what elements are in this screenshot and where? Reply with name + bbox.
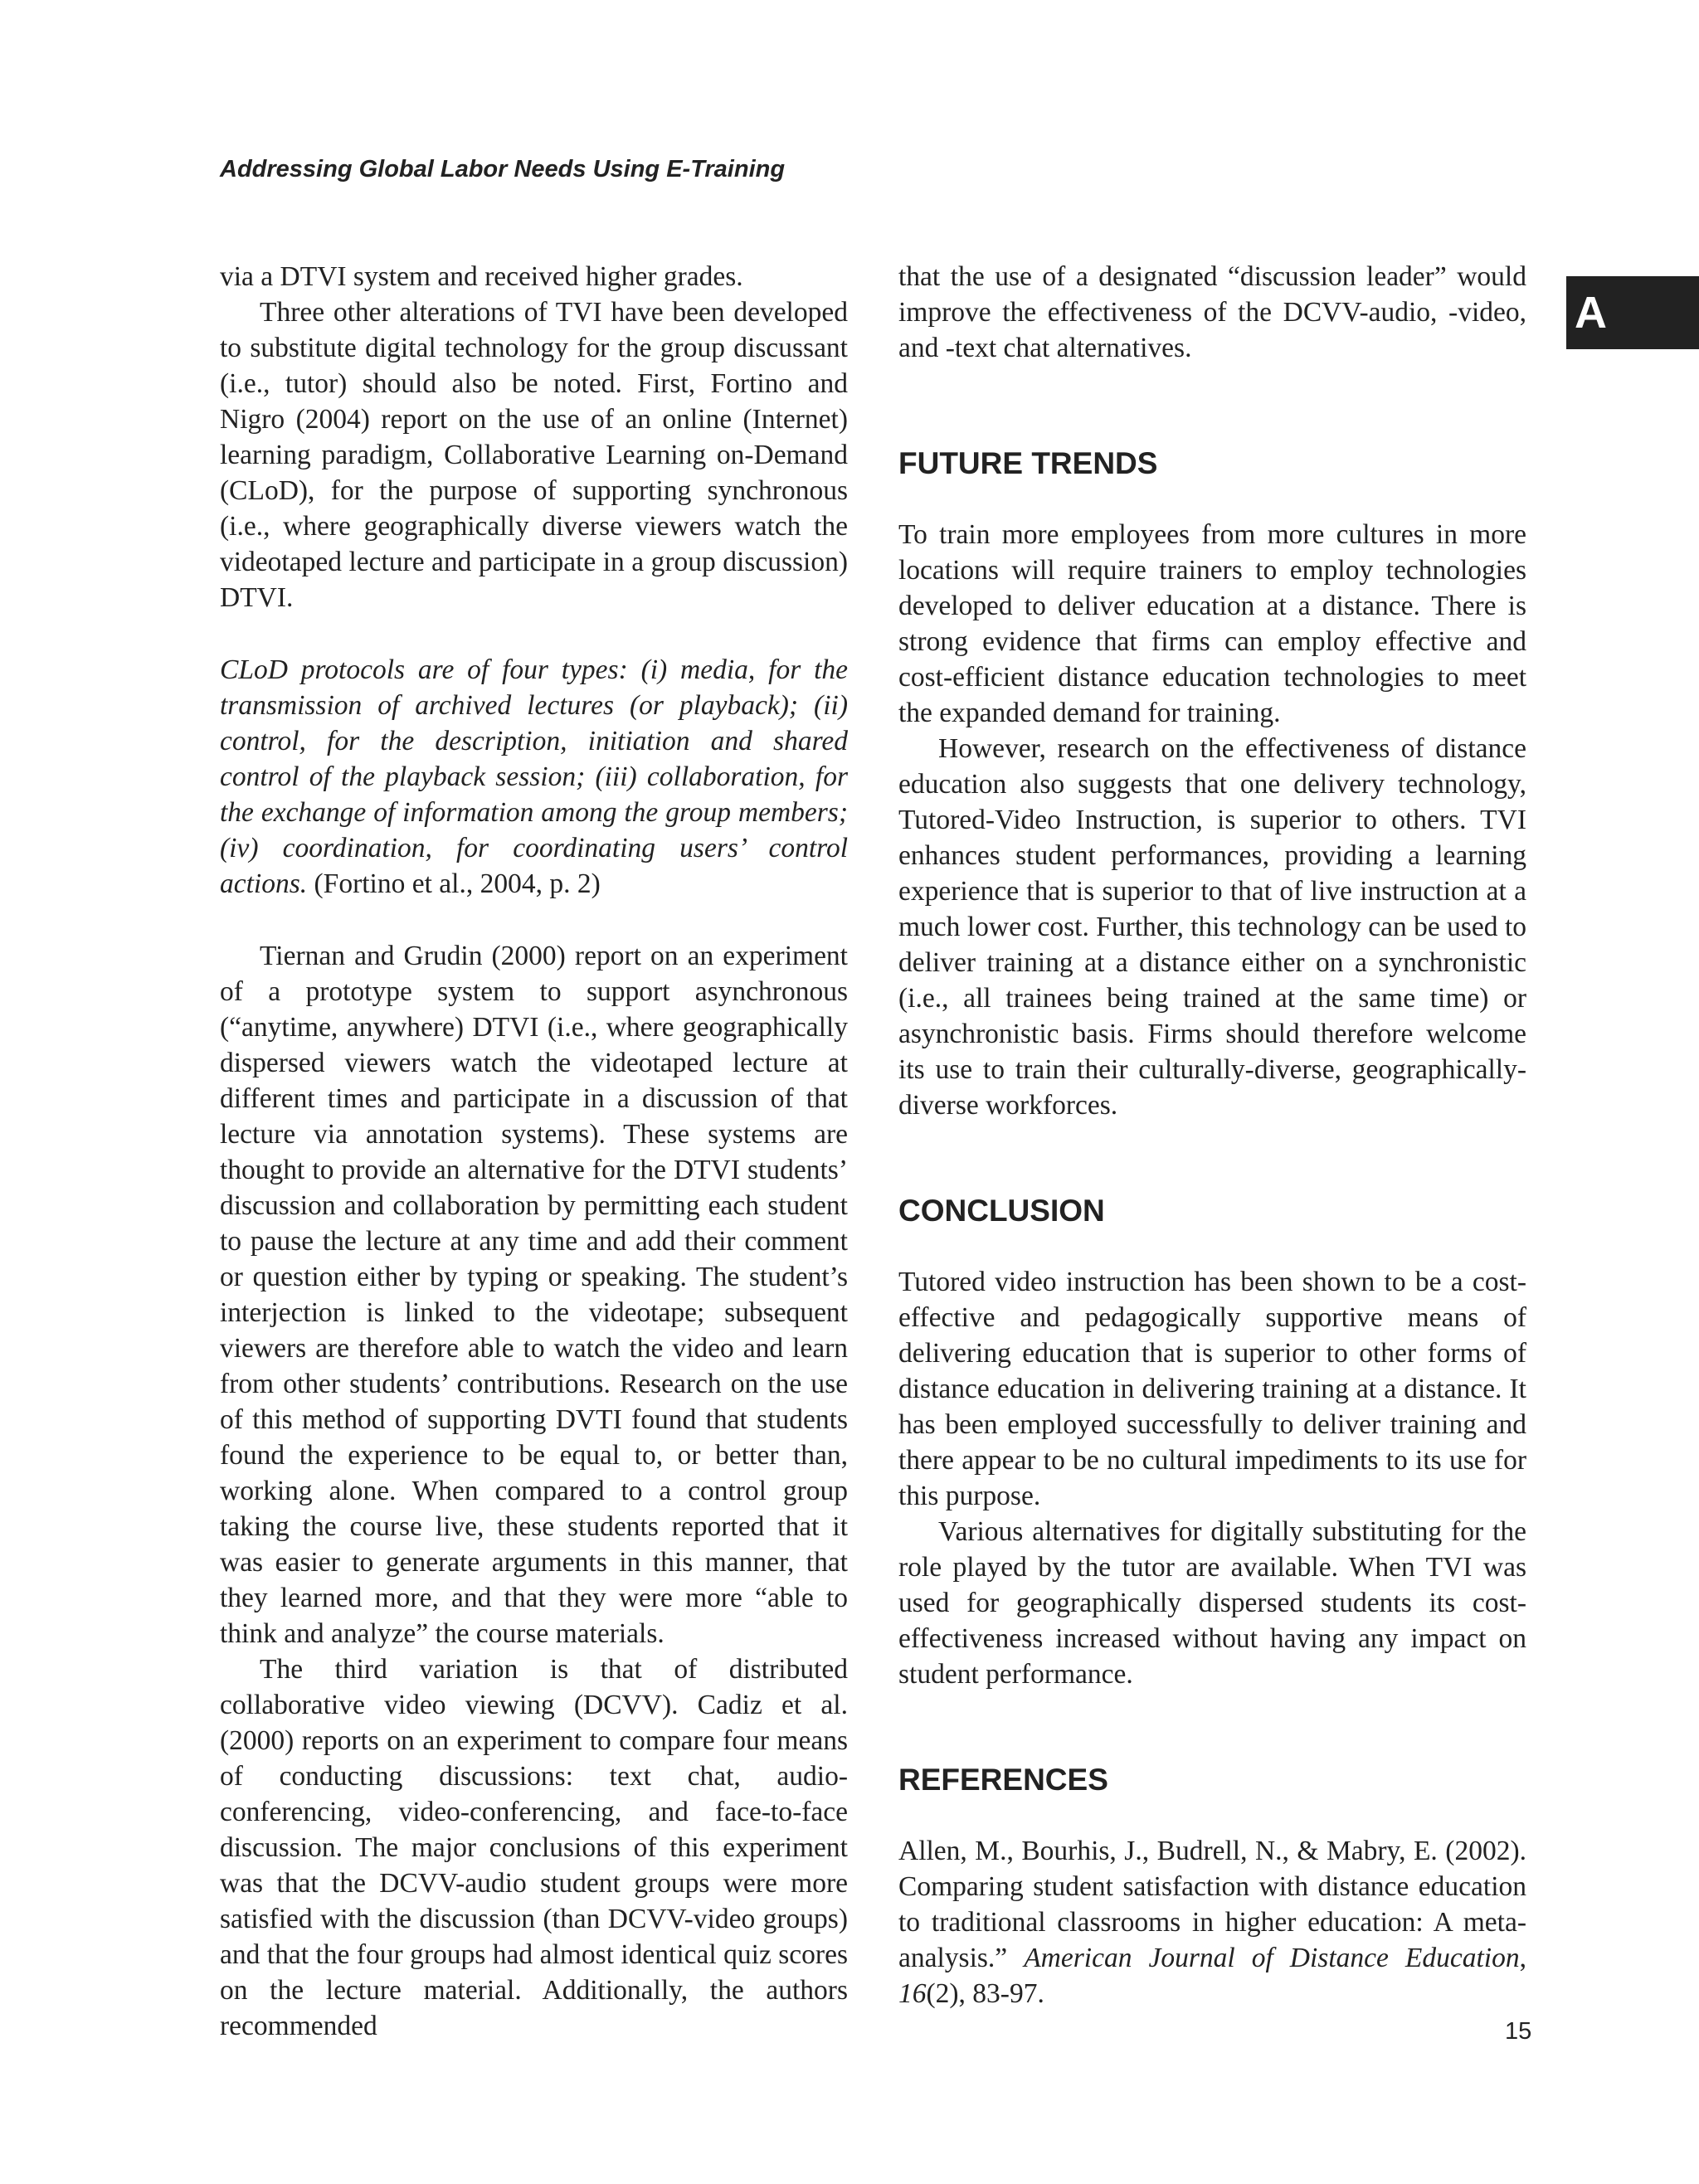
left-paragraph-3: Tiernan and Grudin (2000) report on an experiment of a prototype system to support asynchronous (“anytime, anywhere) DTVI (i.e., where geographically dispersed viewers watch the videotaped lecture at different times and participate in a discussion of that lecture via annotation systems). These systems are thought to provide an alternative for the DTVI students’ discussion and collaboration by permitting each student to pause the lecture at any time and add their comment or question either by typing or speaking. The student’s interjection is linked to the videotape; subsequent viewers are therefore able to watch the video and learn from other students’ contributions. Research on the use of this method of supporting DVTI found that students found the experience to be equal to, or better than, working alone. When compared to a control group taking the course live, these students reported that it was easier to generate arguments in this manner, that they learned more, and that they were more “able to think and analyze” the course materials. xyxy=(220,941,848,1649)
left-column xyxy=(220,259,848,2044)
right-paragraph-continued: that the use of a designated “discussion leader” would improve the effectiveness of the DCVV-audio, -video, and -text chat alternatives. xyxy=(898,261,1526,363)
future-trends-heading: FUTURE TRENDS xyxy=(898,446,1158,480)
left-paragraph-4: The third variation is that of distributed collaborative video viewing (DCVV). Cadiz et al. (2000) reports on an experiment to compare four means of conducting discussions: text chat, audio-conferencing, video-conferencing, and face-to-face discussion. The major conclusions of this experiment was that the DCVV-audio student groups were more satisfied with the discussion (than DCVV-video groups) and that the four groups had almost identical quiz scores on the lecture material. Additionally, the authors recommended xyxy=(220,1654,848,2041)
block-quote xyxy=(220,652,848,902)
future-trends-paragraph-2: However, research on the effectiveness of distance education also suggests that one delivery technology, Tutored-Video Instruction, is superior to others. TVI enhances student performances, providing a learning experience that is superior to that of live instruction at a much lower cost. Further, this technology can be used to deliver training at a distance either on a synchronistic (i.e., all trainees being trained at the same time) or asynchronistic basis. Firms should therefore welcome its use to train their culturally-diverse, geographically-diverse workforces. xyxy=(898,733,1526,1121)
references-heading: REFERENCES xyxy=(898,1763,1108,1797)
running-header: Addressing Global Labor Needs Using E-Training xyxy=(220,156,786,182)
quote-citation: (Fortino et al., 2004, p. 2) xyxy=(314,868,601,899)
right-column xyxy=(898,259,1526,2011)
future-trends-paragraph-1: To train more employees from more cultures in more locations will require trainers to employ technologies developed to deliver education at a distance. There is strong evidence that firms can employ effective and cost-efficient distance education technologies to meet the expanded demand for training. xyxy=(898,519,1526,728)
left-paragraph-2: Three other alterations of TVI have been developed to substitute digital technology for the group discussant (i.e., tutor) should also be noted. First, Fortino and Nigro (2004) report on the use of an online (Internet) learning paradigm, Collaborative Learning on-Demand (CLoD), for the purpose of supporting synchronous (i.e., where geographically diverse viewers watch the videotaped lecture and participate in a group discussion) DTVI. xyxy=(220,297,848,613)
conclusion-paragraph-1: Tutored video instruction has been shown to be a cost-effective and pedagogically supportive means of delivering education that is superior to other forms of distance education in delivering training at a distance. It has been employed successfully to deliver training and there appear to be no cultural impediments to its use for this purpose. xyxy=(898,1267,1526,1511)
reference-volume: 16 xyxy=(898,1978,927,2009)
reference-entry xyxy=(898,1833,1526,2011)
quote-text: CLoD protocols are of four types: (i) media, for the transmission of archived lectures (or playback); (ii) control, for the description, initiation and shared control of the playback session; (iii) collaboration, for the exchange of information among the group members; (iv) coordination, for coordinating users’ control actions. xyxy=(220,654,848,899)
left-paragraph-1: via a DTVI system and received higher grades. xyxy=(220,261,743,292)
reference-journal: American Journal of Distance Education xyxy=(1024,1943,1520,1973)
section-tab xyxy=(1566,276,1699,349)
page-number: 15 xyxy=(1505,2018,1532,2045)
conclusion-paragraph-2: Various alternatives for digitally substituting for the role played by the tutor are available. When TVI was used for geographically dispersed students its cost-effectiveness increased without having any impact on student performance. xyxy=(898,1516,1526,1690)
conclusion-heading: CONCLUSION xyxy=(898,1194,1105,1228)
reference-separator: , xyxy=(1519,1943,1526,1973)
reference-pages: (2), 83-97. xyxy=(926,1978,1044,2009)
section-tab-letter: A xyxy=(1575,288,1607,338)
reference-main: Allen, M., Bourhis, J., Budrell, N., & Mabry, E. (2002). Comparing student satisfaction with distance education to traditional classrooms in higher education: A meta-analysis.” xyxy=(898,1836,1526,1973)
